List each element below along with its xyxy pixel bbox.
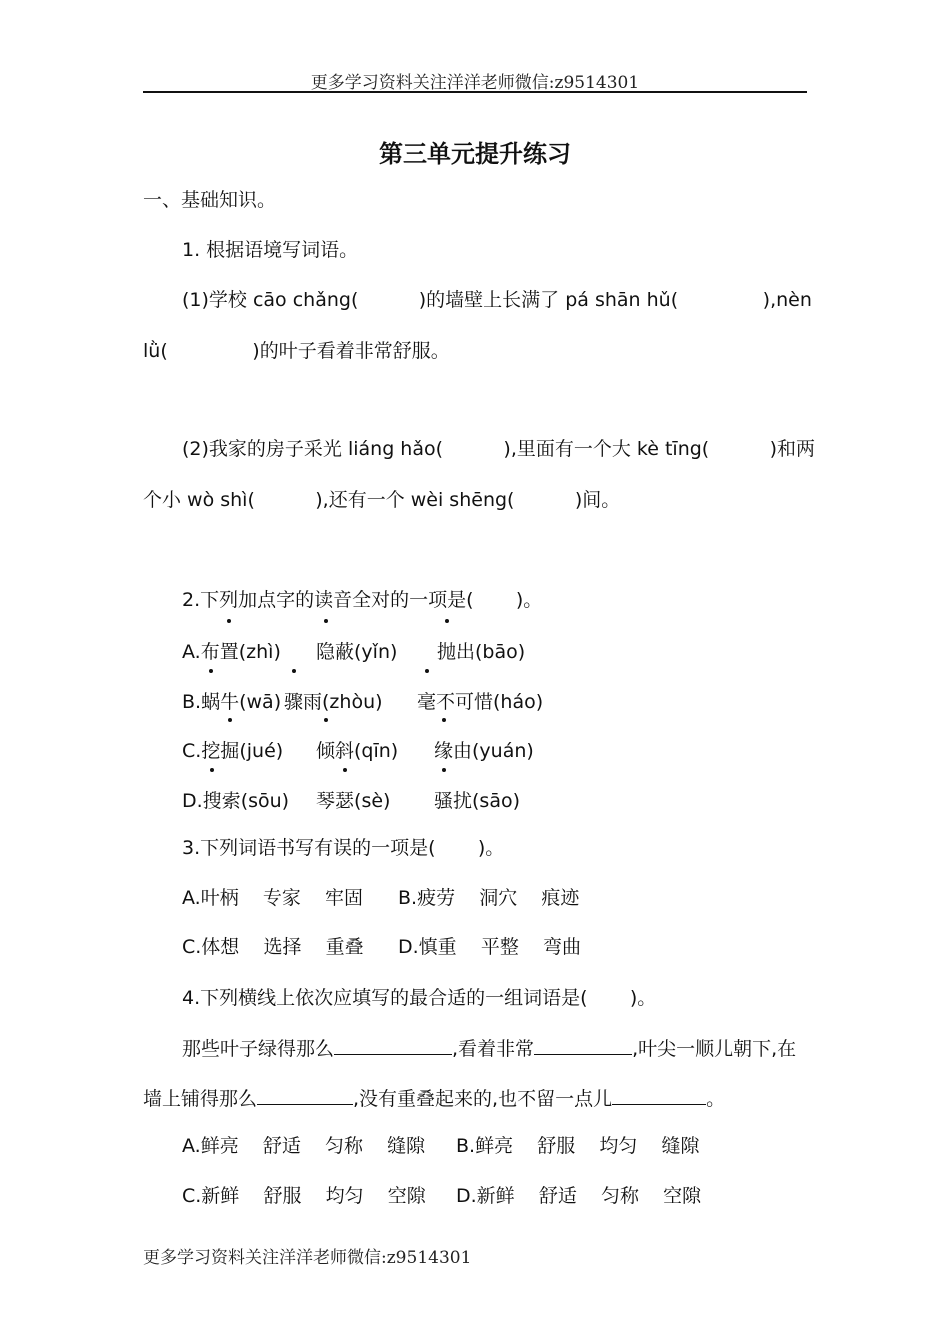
dotted-char: 骚 xyxy=(434,790,454,812)
page-header: 更多学习资料关注洋洋老师微信:z9514301 xyxy=(310,73,640,93)
dotted-char: 毫 xyxy=(417,691,437,713)
dotted-char: 蜗 xyxy=(201,691,221,713)
dotted-char: 骤 xyxy=(284,691,304,713)
dotted-char: 抛 xyxy=(437,641,457,663)
q2-option-a-2: 隐蔽(yǐn) xyxy=(316,641,398,663)
fill-blank[interactable] xyxy=(334,1034,452,1055)
q1-p2-line1: (2)我家的房子采光 liáng hǎo( ),里面有一个大 kè tīng( )和两 xyxy=(182,438,816,460)
q4-option-d: D.新鲜 舒适 匀称 空隙 xyxy=(456,1185,702,1207)
q2-option-a-3: 抛出(bāo) xyxy=(437,641,526,663)
q2-option-d-2: 琴瑟(sè) xyxy=(316,790,391,812)
section-heading: 一、基础知识。 xyxy=(143,189,277,211)
page-footer: 更多学习资料关注洋洋老师微信:z9514301 xyxy=(143,1248,472,1268)
q4-stem: 4.下列横线上依次应填写的最合适的一组词语是( )。 xyxy=(182,987,657,1009)
fill-blank[interactable] xyxy=(534,1034,632,1055)
dotted-char: 倾 xyxy=(316,740,336,762)
header-rule xyxy=(143,91,807,93)
q4-option-c: C.新鲜 舒服 均匀 空隙 xyxy=(182,1185,426,1207)
q2-option-b: B.蜗牛(wā) xyxy=(182,691,282,713)
dotted-char: 搜 xyxy=(202,790,222,812)
q3-option-c: C.体想 选择 重叠 xyxy=(182,936,364,958)
q2-option-c-2: 倾斜(qīn) xyxy=(316,740,399,762)
q4-sentence-line2: 墙上铺得那么 ,没有重叠起来的,也不留一点儿 。 xyxy=(143,1084,725,1112)
q1-p1-line2: lǜ( )的叶子看着非常舒服。 xyxy=(143,340,450,362)
page-title: 第三单元提升练习 xyxy=(379,140,571,168)
dotted-char: 置 xyxy=(219,641,239,663)
q1-p1-line1: (1)学校 cāo chǎng( )的墙壁上长满了 pá shān hǔ( ),nèn xyxy=(182,289,812,311)
dotted-char: 缘 xyxy=(434,740,454,762)
q2-option-d: D.搜索(sōu) xyxy=(182,790,290,812)
q2-stem: 2.下列加点字的读音全对的一项是( )。 xyxy=(182,589,543,611)
q4-option-b: B.鲜亮 舒服 均匀 缝隙 xyxy=(456,1135,700,1157)
q3-option-a: A.叶柄 专家 牢固 xyxy=(182,887,364,909)
q2-option-c-3: 缘由(yuán) xyxy=(434,740,534,762)
fill-blank[interactable] xyxy=(257,1084,353,1105)
dotted-char: 瑟 xyxy=(335,790,355,812)
q2-option-d-3: 骚扰(sāo) xyxy=(434,790,521,812)
q1-stem: 1. 根据语境写词语。 xyxy=(182,239,359,261)
q2-option-b-2: 骤雨(zhòu) xyxy=(284,691,383,713)
q3-option-b: B.疲劳 洞穴 痕迹 xyxy=(398,887,580,909)
dotted-char: 掘 xyxy=(220,740,240,762)
q2-option-c: C.挖掘(jué) xyxy=(182,740,284,762)
q4-option-a: A.鲜亮 舒适 匀称 缝隙 xyxy=(182,1135,426,1157)
q2-option-b-3: 毫不可惜(háo) xyxy=(417,691,544,713)
q3-option-d: D.慎重 平整 弯曲 xyxy=(398,936,581,958)
q2-option-a: A.布置(zhì) xyxy=(182,641,281,663)
q1-p2-line2: 个小 wò shì( ),还有一个 wèi shēng( )间。 xyxy=(143,489,621,511)
dotted-char: 隐 xyxy=(316,641,336,663)
q3-stem: 3.下列词语书写有误的一项是( )。 xyxy=(182,837,505,859)
fill-blank[interactable] xyxy=(612,1084,706,1105)
q4-sentence-line1: 那些叶子绿得那么 ,看着非常 ,叶尖一顺儿朝下,在 xyxy=(182,1034,796,1062)
